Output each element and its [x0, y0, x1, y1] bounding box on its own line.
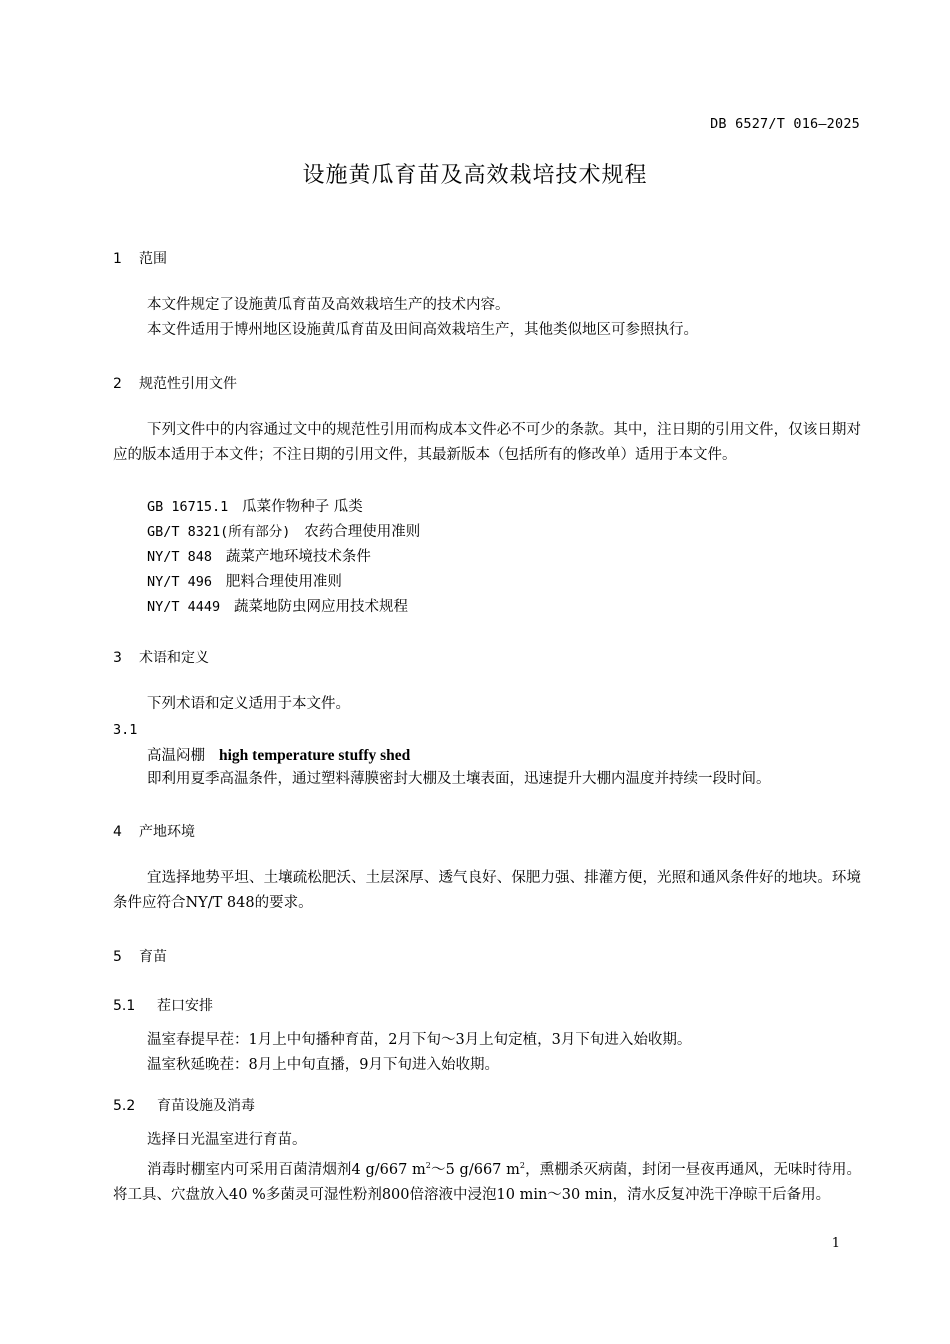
- section-title: 育苗设施及消毒: [157, 1098, 255, 1114]
- term-chinese: 高温闷棚: [147, 748, 205, 764]
- section-title: 规范性引用文件: [139, 376, 237, 392]
- section-5-1-heading: [113, 995, 213, 1015]
- document-code: DB 6527/T 016—2025: [710, 116, 860, 132]
- cropping-paragraph-2: 温室秋延晚茬：8月上中旬直播，9月下旬进入始收期。: [147, 1057, 499, 1073]
- reference-name: 肥料合理使用准则: [225, 574, 342, 590]
- normative-references-intro: 下列文件中的内容通过文中的规范性引用而构成本文件必不可少的条款。其中，注日期的引用文件，仅该日期对应的版本适用于本文件；不注日期的引用文件，其最新版本（包括所有的修改单）适用于本文件。: [113, 422, 861, 463]
- disinfection-text-part-2: ～5 g/667 m: [430, 1161, 520, 1178]
- reference-name: 蔬菜产地环境技术条件: [225, 549, 371, 565]
- section-1-heading: [113, 248, 167, 268]
- section-number: 5.2: [113, 1098, 136, 1114]
- reference-name: 瓜菜作物种子 瓜类: [242, 499, 363, 515]
- environment-paragraph: 宜选择地势平坦、土壤疏松肥沃、土层深厚、透气良好、保肥力强、排灌方便，光照和通风条件好的地块。环境条件应符合NY/T 848的要求。: [113, 870, 861, 911]
- term-entry: [147, 744, 410, 765]
- reference-code: GB 16715.1: [147, 499, 229, 515]
- superscript: 2: [519, 1161, 525, 1170]
- reference-item: [147, 520, 420, 541]
- reference-code: NY/T 496: [147, 574, 213, 590]
- term-english: high temperature stuffy shed: [219, 747, 411, 764]
- reference-name: 农药合理使用准则: [304, 524, 421, 540]
- section-title: 术语和定义: [139, 650, 209, 666]
- terms-intro: 下列术语和定义适用于本文件。: [147, 696, 350, 712]
- reference-item: [147, 545, 371, 566]
- section-4-heading: [113, 821, 195, 841]
- scope-paragraph-1: 本文件规定了设施黄瓜育苗及高效栽培生产的技术内容。: [147, 297, 510, 313]
- section-title: 范围: [139, 251, 167, 267]
- superscript: 2: [425, 1161, 431, 1170]
- reference-item: [147, 595, 408, 616]
- section-2-heading: [113, 373, 237, 393]
- reference-code: GB/T 8321(所有部分): [147, 524, 291, 540]
- term-definition: 即利用夏季高温条件，通过塑料薄膜密封大棚及土壤表面，迅速提升大棚内温度并持续一段时间。: [147, 771, 771, 787]
- cropping-paragraph-1: 温室春提早茬：1月上中旬播种育苗，2月下旬～3月上旬定植，3月下旬进入始收期。: [147, 1032, 692, 1048]
- section-number: 5: [113, 949, 122, 965]
- section-title: 产地环境: [139, 824, 195, 840]
- section-3-heading: [113, 647, 209, 667]
- section-5-2-heading: [113, 1095, 255, 1115]
- section-5-heading: [113, 946, 167, 966]
- disinfection-text-part-3: ，熏棚杀灭病菌，封闭一昼夜再通风，无味时待用。将工具、穴盘放入40 %多菌灵可湿性粉剂800倍溶液中浸泡10 min～30 min，清水反复冲洗干净晾干后备用。: [113, 1161, 861, 1203]
- disinfection-text-part-1: 消毒时棚室内可采用百菌清烟剂4 g/667 m: [147, 1161, 426, 1178]
- reference-item: [147, 570, 342, 591]
- section-number: 2: [113, 376, 122, 392]
- section-number: 1: [113, 251, 122, 267]
- section-title: 茬口安排: [157, 998, 213, 1014]
- section-title: 育苗: [139, 949, 167, 965]
- reference-item: [147, 495, 363, 516]
- scope-paragraph-2: 本文件适用于博州地区设施黄瓜育苗及田间高效栽培生产，其他类似地区可参照执行。: [147, 322, 698, 338]
- section-number: 4: [113, 824, 122, 840]
- section-number: 3: [113, 650, 122, 666]
- section-number: 5.1: [113, 998, 136, 1014]
- reference-code: NY/T 848: [147, 549, 213, 565]
- reference-name: 蔬菜地防虫网应用技术规程: [233, 599, 408, 615]
- term-number: 3.1: [113, 722, 138, 738]
- facility-paragraph-1: 选择日光温室进行育苗。: [147, 1132, 307, 1148]
- page-number: 1: [831, 1236, 840, 1251]
- document-title: 设施黄瓜育苗及高效栽培技术规程: [302, 163, 648, 188]
- reference-code: NY/T 4449: [147, 599, 221, 615]
- disinfection-paragraph: [113, 1153, 861, 1208]
